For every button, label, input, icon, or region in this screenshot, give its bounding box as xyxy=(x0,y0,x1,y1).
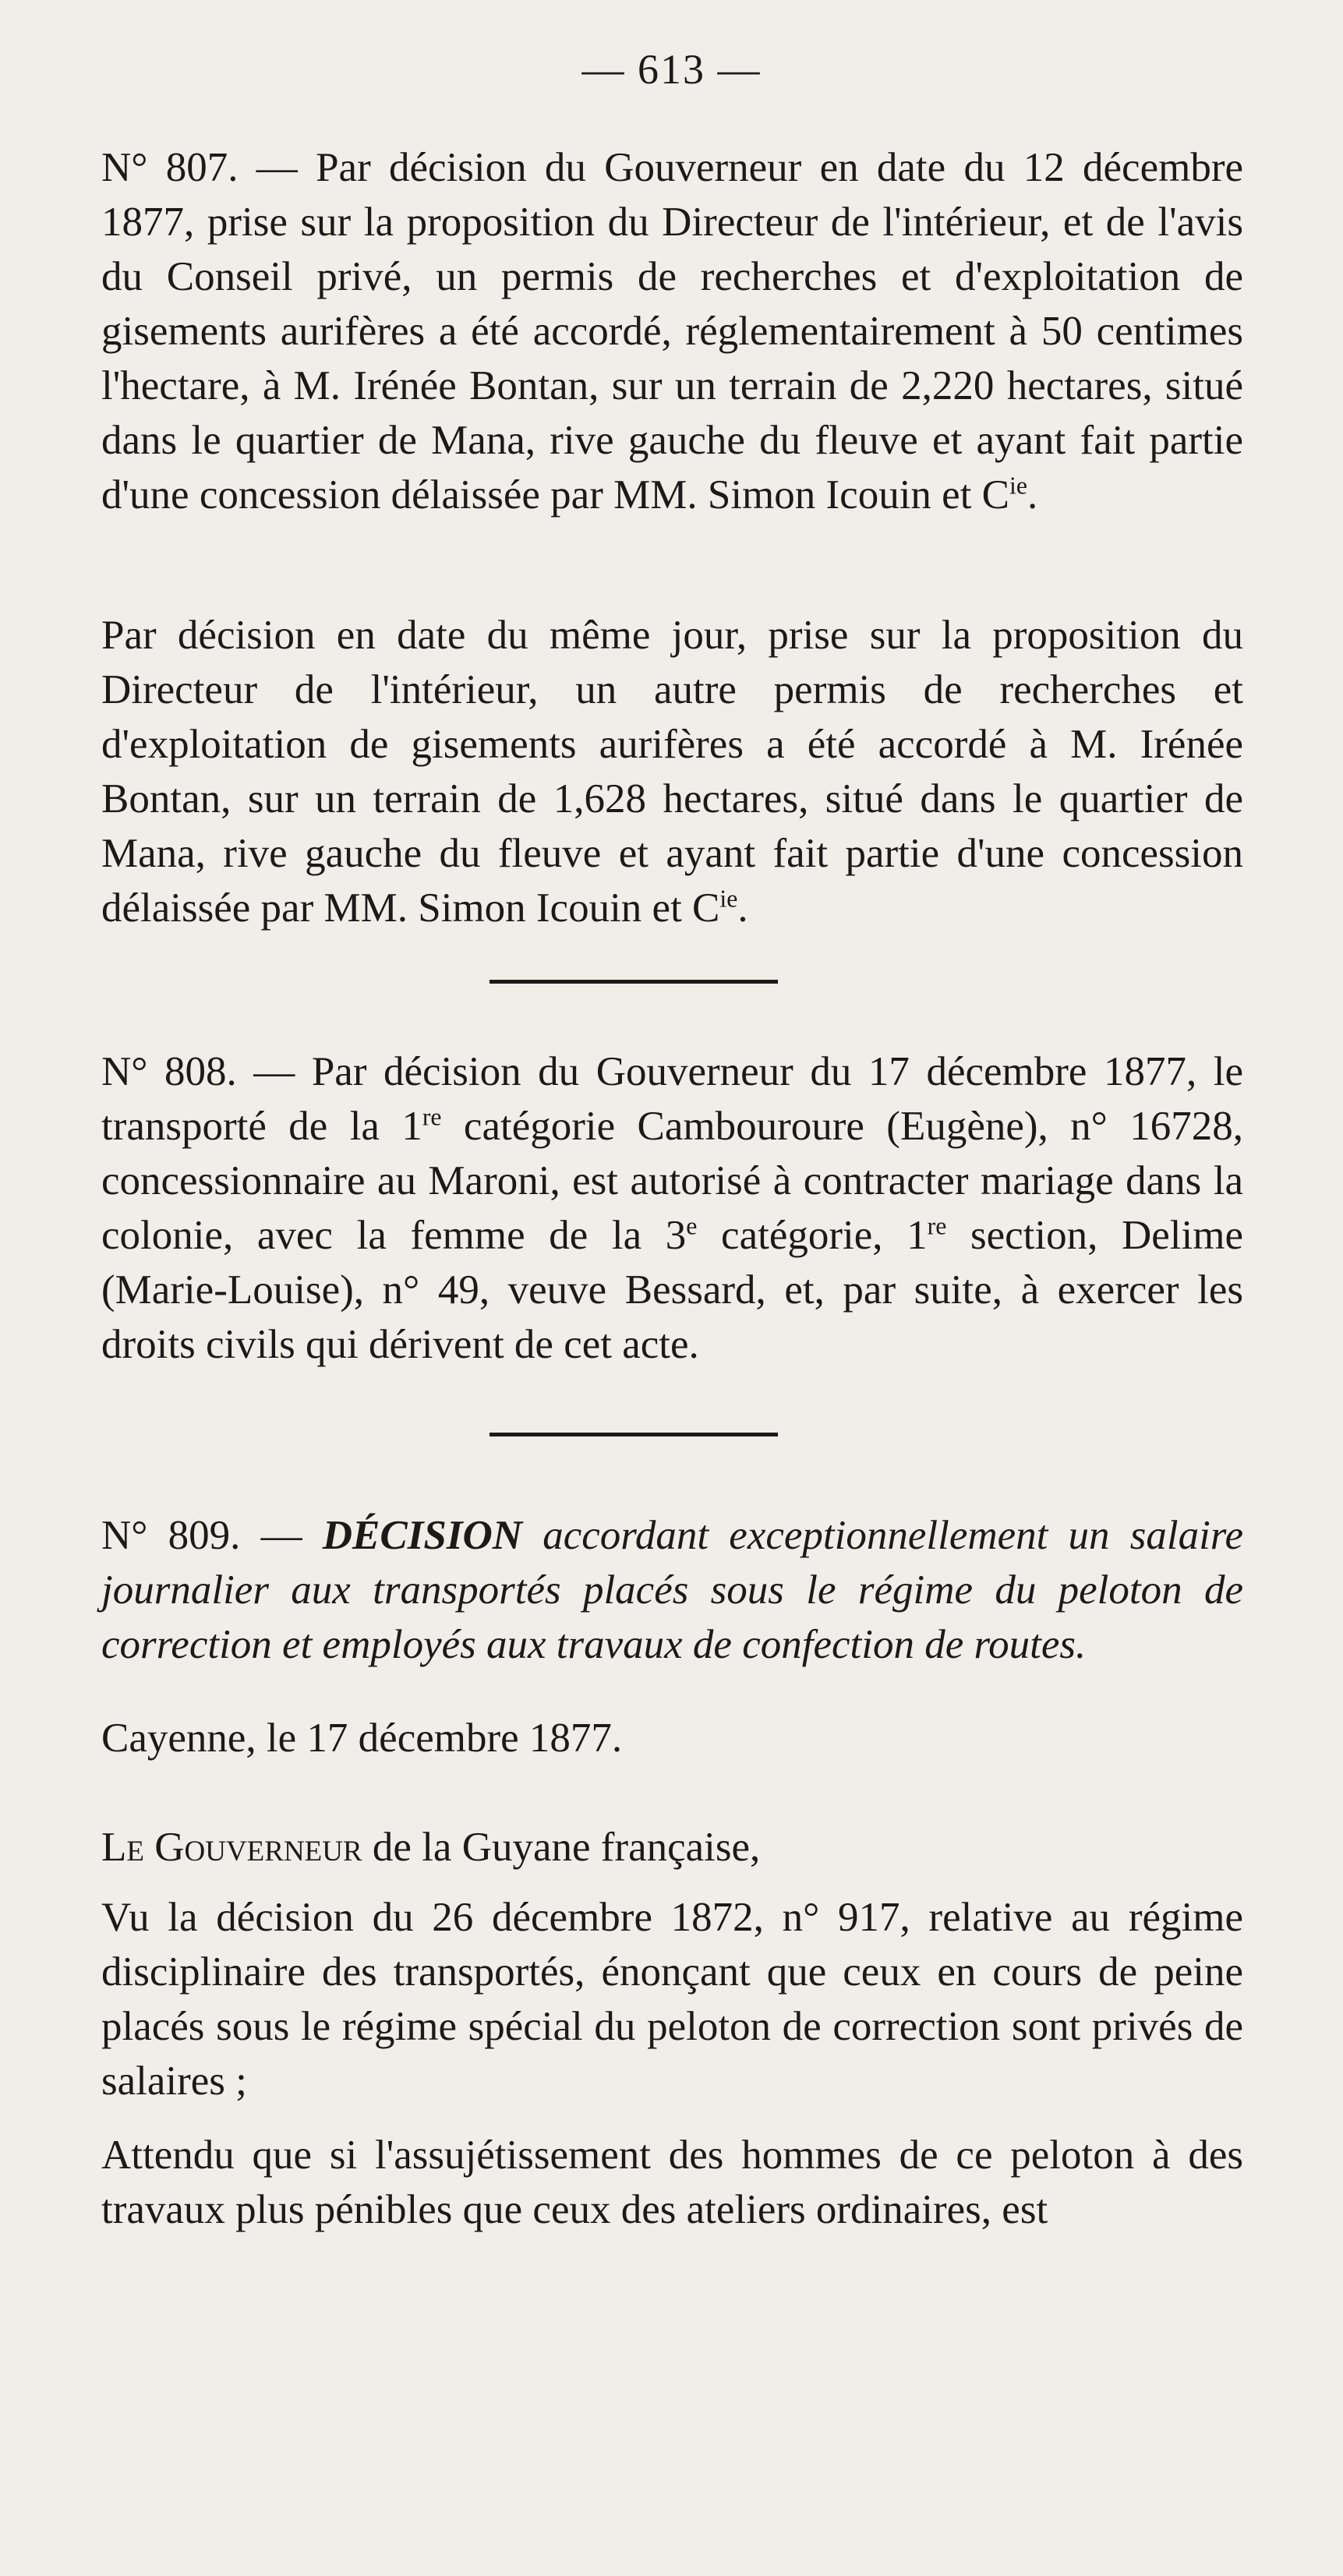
section-divider-1 xyxy=(489,980,778,984)
entry-809-decision-word: DÉCISION xyxy=(322,1513,523,1558)
intro-le: Le xyxy=(101,1825,155,1870)
entry-807-text: N° 807. — Par décision du Gouverneur en date du 12 décembre 1877, prise sur la proposition du Directeur de l'intérieur, et de l'avis du Conseil privé, un permis de recherches et d'exploitation de gisements aurifères a été accordé, réglementairement à 50 centimes l'hectare, à M. Irénée Bontan, sur un terrain de 2,220 hectares, situé dans le quartier de Mana, rive gauche du fleuve et ayant fait partie d'une concession délaissée par MM. Simon Icouin et C xyxy=(101,145,1243,518)
entry-809-heading-text: accordant exceptionnellement un salaire journalier aux transportés placés sous le régime du peloton de correction et employés aux travaux de confection de routes. xyxy=(101,1513,1243,1667)
place-date xyxy=(101,1711,1243,1765)
vu-text: Vu la décision du 26 décembre 1872, n° 917, relative au régime disciplinaire des transportés, énonçant que ceux en cours de peine placés sous le régime spécial du peloton de correction sont privés de salaires ; xyxy=(101,1895,1243,2104)
entry-807-paragraph-1 xyxy=(101,140,1243,522)
entry-807-text-end: . xyxy=(1027,472,1038,518)
intro-rest: de la Guyane française, xyxy=(362,1825,761,1870)
place-date-text: Cayenne, le 17 décembre 1877. xyxy=(101,1716,623,1761)
entry-809-heading xyxy=(101,1508,1243,1672)
attendu-text: Attendu que si l'assujétissement des hommes de ce peloton à des travaux plus pénibles que ceux des ateliers ordinaires, est xyxy=(101,2133,1243,2232)
entry-808-text-1: N° 808. — Par décision du Gouverneur du 17 décembre 1877, le transporté de la 1 xyxy=(101,1049,1243,1149)
entry-807-second-superscript: ie xyxy=(719,885,738,913)
entry-807-paragraph-2 xyxy=(101,608,1243,935)
attendu-paragraph xyxy=(101,2128,1243,2237)
intro-line xyxy=(101,1820,1243,1875)
vu-paragraph xyxy=(101,1890,1243,2108)
entry-807-second-text-end: . xyxy=(737,885,748,931)
intro-gouverneur: Gouverneur xyxy=(154,1825,362,1870)
entry-808-text-3: catégorie, 1 xyxy=(697,1213,928,1258)
entry-808-sup-2: e xyxy=(686,1212,698,1240)
entry-808-sup-3: re xyxy=(927,1212,947,1240)
entry-808-sup-1: re xyxy=(422,1103,442,1131)
entry-809-number: N° 809. — xyxy=(101,1513,323,1558)
entry-808-text-4: section, Delime (Marie-Louise), n° 49, veuve Bessard, et, par suite, à exercer les droits civils qui dérivent de cet acte. xyxy=(101,1213,1243,1367)
entry-808-paragraph xyxy=(101,1044,1243,1372)
entry-807-second-text: Par décision en date du même jour, prise sur la proposition du Directeur de l'intérieur, un autre permis de recherches et d'exploitation de gisements aurifères a été accordé à M. Irénée Bontan, sur un terrain de 1,628 hectares, situé dans le quartier de Mana, rive gauche du fleuve et ayant fait partie d'une concession délaissée par MM. Simon Icouin et C xyxy=(101,613,1243,931)
entry-808-text-2: catégorie Cambouroure (Eugène), n° 16728, concessionnaire au Maroni, est autorisé à contracter mariage dans la colonie, avec la femme de la 3 xyxy=(101,1104,1243,1258)
section-divider-2 xyxy=(489,1433,778,1436)
entry-807-superscript: ie xyxy=(1009,472,1027,500)
page-number: — 613 — xyxy=(581,46,762,93)
